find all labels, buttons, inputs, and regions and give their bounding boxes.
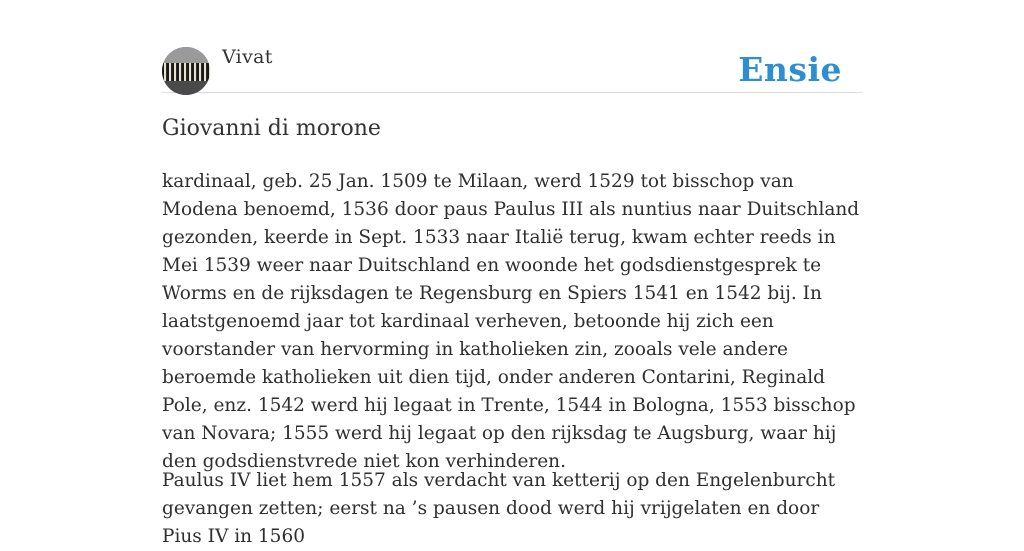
header xyxy=(162,0,862,93)
bookshelf-icon xyxy=(162,63,210,81)
brand-logo[interactable]: Ensie xyxy=(738,50,842,89)
article-paragraph: kardinaal, geb. 25 Jan. 1509 te Milaan, werd 1529 tot bisschop van Modena benoemd, 1536 door paus Paulus III als nuntius naar Duitschland gezonden, keerde in Sept. 1533 naar Italië terug, kwam echter reeds in Mei 1539 weer naar Duitschland en woonde het godsdienstgesprek te Worms en de rijksdagen te Regensburg en Spiers 1541 en 1542 bij. In laatstgenoemd jaar tot kardinaal verheven, betoonde hij zich een voorstander van hervorming in katholieken zin, zooals vele andere beroemde katholieken uit dien tijd, onder anderen Contarini, Reginald Pole, enz. 1542 werd hij legaat in Trente, 1544 in Bologna, 1553 bisschop van Novara; 1555 werd hij legaat op den rijksdag te Augsburg, waar hij den godsdienstvrede niet kon verhinderen. xyxy=(162,171,860,472)
collection-name[interactable]: Vivat xyxy=(222,46,273,68)
collection-avatar[interactable] xyxy=(162,47,210,95)
page-container xyxy=(162,0,862,547)
article-title: Giovanni di morone xyxy=(162,116,381,141)
article-paragraph: Paulus IV liet hem 1557 als verdacht van ketterij op den Engelenburcht gevangen zetten; eerst na ’s pausen dood werd hij vrijgelaten en door Pius IV in 1560 xyxy=(162,470,836,547)
